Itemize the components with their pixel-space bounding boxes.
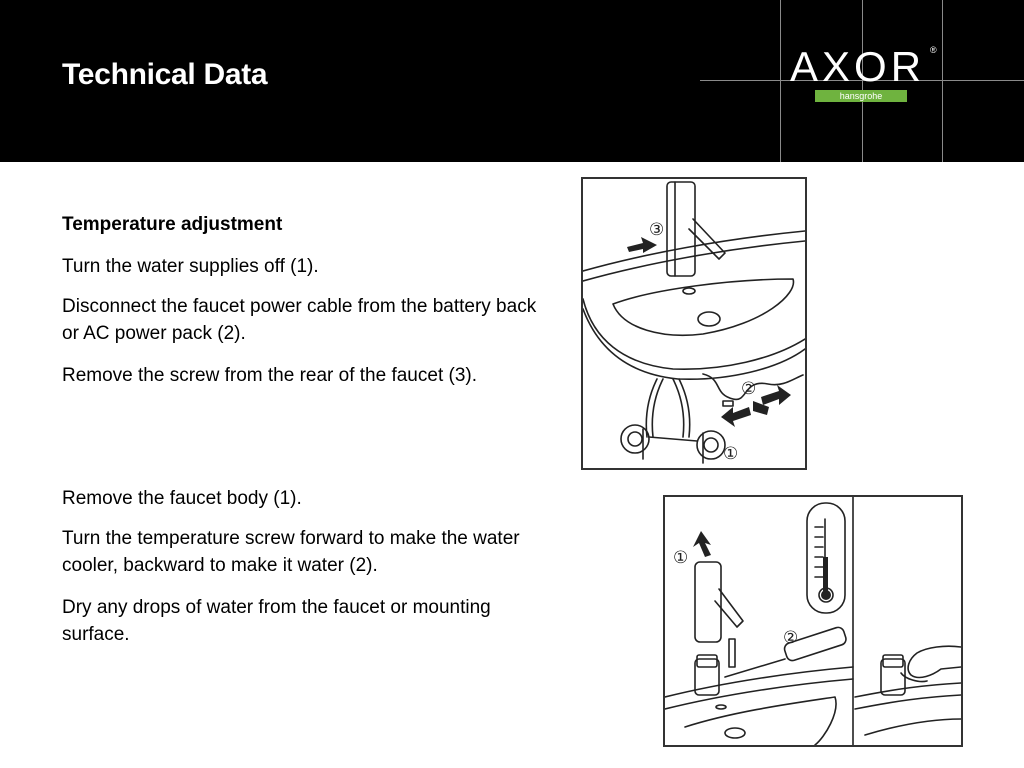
logo-sub-brand: hansgrohe — [815, 90, 907, 102]
faucet-removal-illustration — [581, 177, 807, 470]
step-text: Turn the temperature screw forward to make the water cooler, backward to make it water (2). — [62, 528, 520, 576]
callout-label: ③ — [649, 220, 665, 240]
section-heading: Temperature adjustment — [62, 214, 283, 235]
step-text: Disconnect the faucet power cable from the battery back or AC power pack (2). — [62, 296, 537, 344]
step-text: Remove the faucet body (1). — [62, 488, 302, 509]
step-text: Turn the water supplies off (1). — [62, 256, 319, 277]
illustration-svg — [583, 179, 805, 468]
temperature-adjustment-illustration — [663, 495, 963, 747]
header-bar — [0, 0, 1024, 162]
callout-label: ② — [783, 628, 799, 648]
callout-label: ① — [673, 548, 689, 568]
axor-logo — [790, 45, 940, 105]
grid-line — [942, 0, 943, 162]
step-text: Remove the screw from the rear of the faucet (3). — [62, 365, 478, 386]
callout-label: ② — [741, 379, 757, 399]
grid-line — [780, 0, 781, 162]
illustration-svg — [665, 497, 961, 745]
step-text: Dry any drops of water from the faucet or mounting surface. — [62, 597, 491, 645]
page-title: Technical Data — [62, 58, 268, 91]
logo-brand: AXOR — [790, 43, 926, 90]
logo-registered: ® — [930, 45, 937, 55]
callout-label: ① — [723, 444, 739, 464]
